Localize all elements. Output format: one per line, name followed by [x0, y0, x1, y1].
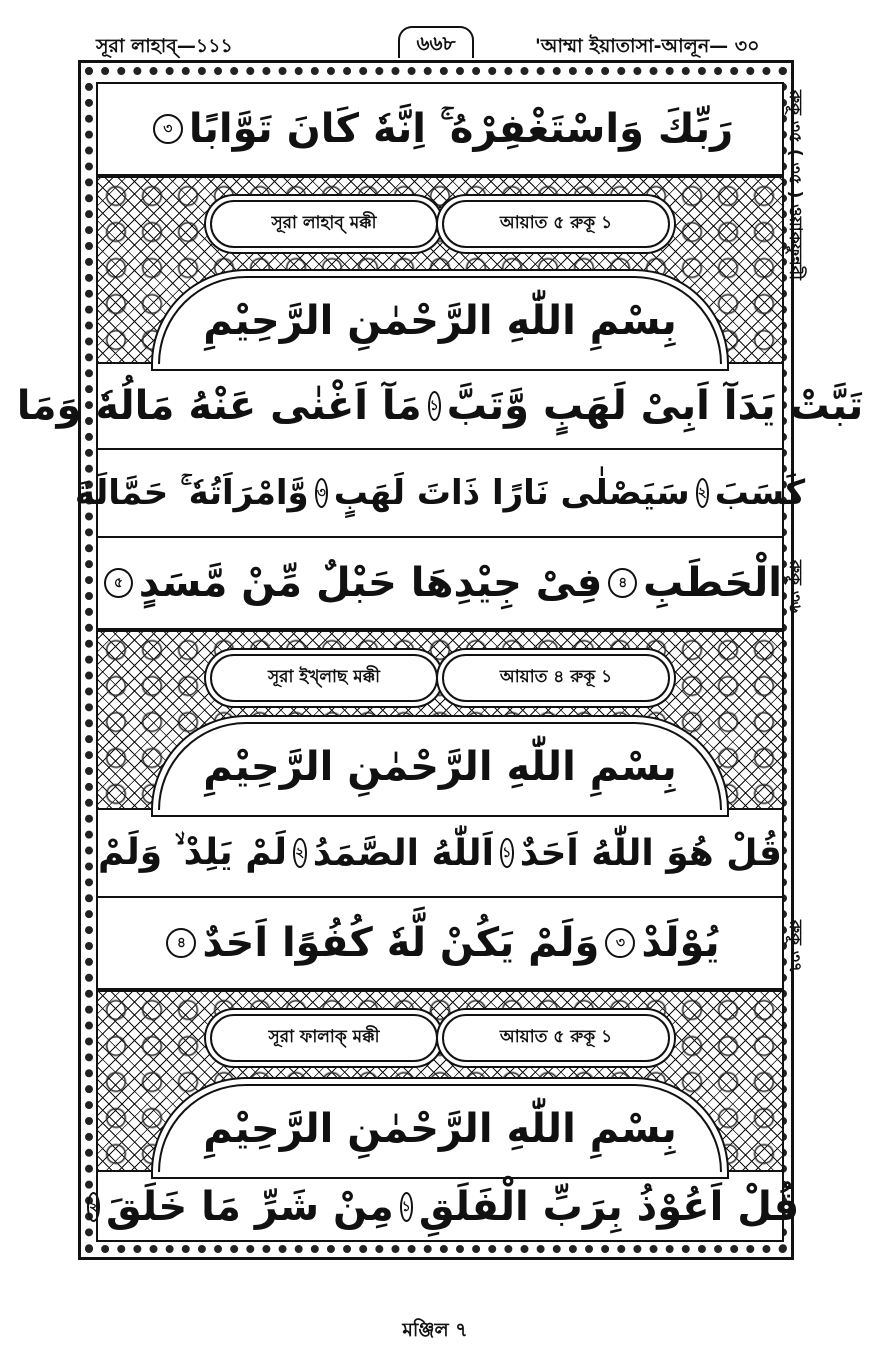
verse-text: يُوْلَدْ [641, 920, 720, 966]
verse-text: قُلْ اَعُوْذُ بِرَبِّ الْفَلَقِ [418, 1184, 800, 1230]
verse-text: الْحَطَبِ [643, 560, 782, 606]
verse-line-1 [98, 84, 782, 176]
verse-number: ১ [428, 391, 441, 421]
surah-name-cartouche: সূরা লাহাব্ মক্কী [210, 200, 438, 248]
page-number: ৬৬৮ [398, 26, 474, 58]
verse-number: ২ [696, 478, 709, 508]
verse-line-7 [88, 1172, 800, 1242]
verse-text: قُلْ هُوَ اللّٰهُ اَحَدٌ [519, 832, 782, 874]
verse-number: ৩ [605, 928, 635, 958]
verse-text: رَبِّكَ وَاسْتَغْفِرْهُ ۚ اِنَّهٗ كَانَ تَوَّابًا [188, 106, 734, 152]
verse-number: ৪ [166, 928, 196, 958]
basmala: بِسْمِ اللّٰهِ الرَّحْمٰنِ الرَّحِيْمِ [158, 722, 722, 810]
margin-ruku-note: রুকূ ৩৬ [785, 560, 805, 613]
verse-text: وَّامْرَاَتُهٗ ۚ حَمَّالَةَ [74, 473, 309, 513]
surah-name-cartouche: সূরা ইখ্লাছ মক্কী [210, 654, 438, 702]
basmala: بِسْمِ اللّٰهِ الرَّحْمٰنِ الرَّحِيْمِ [158, 1084, 722, 1172]
verse-line-6 [98, 898, 782, 990]
verse-text: وَلَمْ يَكُنْ لَّهٗ كُفُوًا اَحَدٌ [202, 920, 600, 966]
header-right-para: 'আম্মা ইয়াতাসা-আলূন— ৩০ [535, 35, 760, 57]
margin-ruku-note: রুকূ ৩৫ ( ৩৫ ) ওয়াকফুন্নবী [785, 90, 805, 281]
surah-falaq-banner [98, 990, 782, 1172]
verse-line-2 [16, 364, 864, 450]
verse-text: مِنْ شَرِّ مَا خَلَقَ [105, 1184, 394, 1230]
verse-text: تَبَّتْ يَدَآ اَبِىْ لَهَبٍ وَّتَبَّ [446, 383, 864, 429]
verse-line-4 [98, 538, 782, 630]
verse-number: ১ [400, 1192, 413, 1222]
surah-ikhlas-banner [98, 630, 782, 810]
ayat-count-cartouche: আয়াত ৫ রুকূ ১ [442, 200, 670, 248]
verse-number: ২ [87, 1192, 100, 1222]
verse-text: فِىْ جِيْدِهَا حَبْلٌ مِّنْ مَّسَدٍ [138, 560, 603, 606]
ayat-count-cartouche: আয়াত ৪ রুকূ ১ [442, 654, 670, 702]
verse-number: ৫ [104, 568, 133, 598]
verse-number: ৩ [153, 114, 183, 144]
verse-text: كَسَبَ [714, 473, 806, 513]
verse-number: ৪ [608, 568, 637, 598]
surah-lahab-banner [98, 176, 782, 364]
verse-number: ১ [500, 838, 514, 868]
verse-text: مَآ اَغْنٰى عَنْهُ مَالُهٗ وَمَا [16, 383, 422, 429]
verse-number: ২ [293, 838, 307, 868]
basmala: بِسْمِ اللّٰهِ الرَّحْمٰنِ الرَّحِيْمِ [158, 276, 722, 364]
verse-number: ৩ [315, 478, 328, 508]
surah-name-cartouche: সূরা ফালাক্ মক্কী [210, 1014, 438, 1062]
margin-ruku-note: রুকূ ৩৭ [785, 920, 805, 973]
verse-text: اَللّٰهُ الصَّمَدُ [312, 832, 494, 874]
manzil-footer: মঞ্জিল ৭ [402, 1319, 468, 1341]
verse-line-5 [98, 810, 782, 898]
verse-text: لَمْ يَلِدْ ۙ وَلَمْ [98, 832, 287, 873]
verse-text: سَيَصْلٰى نَارًا ذَاتَ لَهَبٍ [333, 473, 690, 513]
header-left-surah: সূরা লাহাব্—১১১ [96, 35, 233, 57]
ayat-count-cartouche: আয়াত ৫ রুকূ ১ [442, 1014, 670, 1062]
verse-line-3 [74, 450, 806, 538]
